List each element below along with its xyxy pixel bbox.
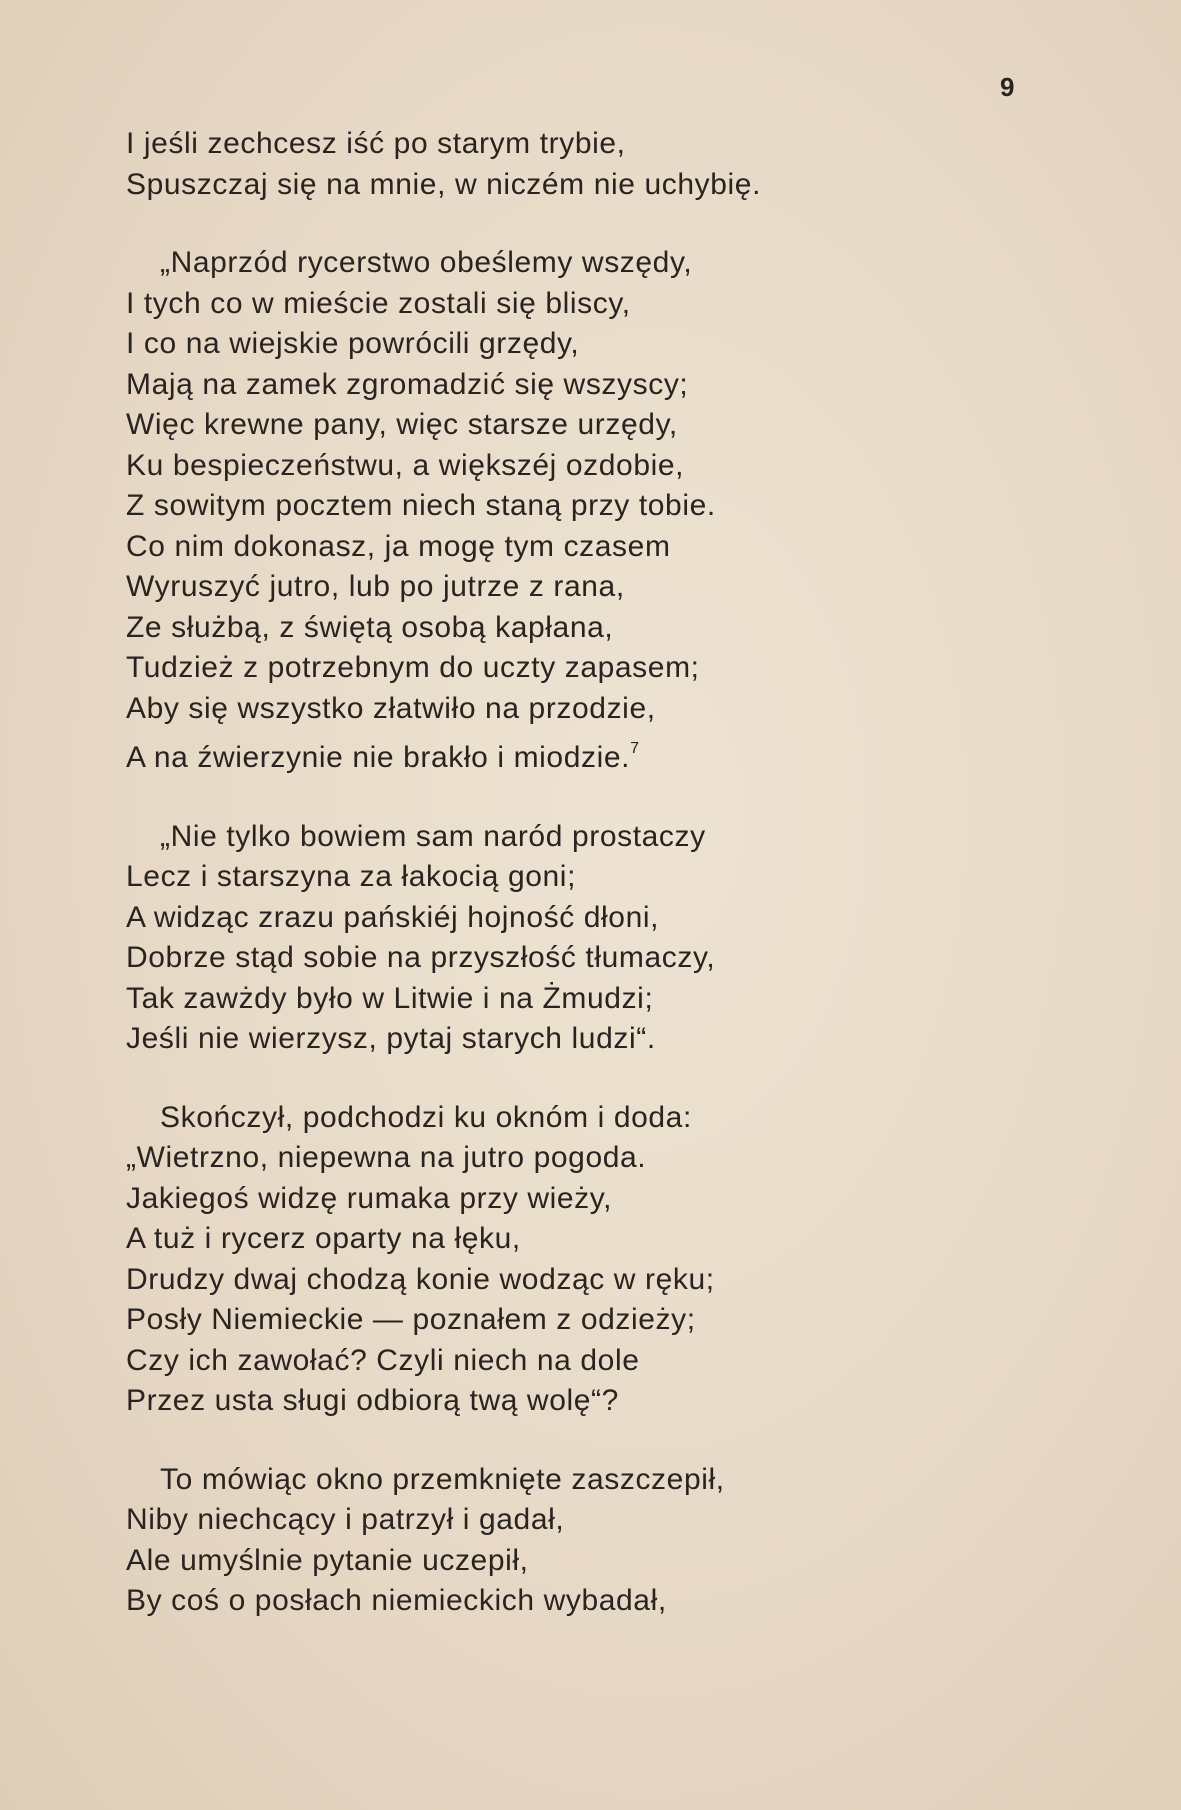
verse-line: Drudzy dwaj chodzą konie wodząc w ręku;	[126, 1262, 715, 1296]
verse-line: I jeśli zechcesz iść po starym trybie,	[126, 127, 626, 160]
stanza-2	[126, 243, 1026, 779]
verse-line: Lecz i starszyna za łakocią goni;	[126, 860, 577, 893]
verse-line: A tuż i rycerz oparty na łęku,	[126, 1222, 521, 1255]
page-number: 9	[1000, 72, 1015, 102]
stanza-4	[126, 1098, 1026, 1422]
verse-line: „Naprzód rycerstwo obeślemy wszędy,	[160, 246, 693, 279]
verse-line: „Wietrzno, niepewna na jutro pogoda.	[126, 1141, 647, 1174]
stanza-1	[126, 124, 1026, 205]
verse-line: Jeśli nie wierzysz, pytaj starych ludzi“.	[126, 1022, 656, 1055]
verse-line: „Nie tylko bowiem sam naród prostaczy	[160, 819, 706, 853]
verse-line: Wyruszyć jutro, lub po jutrze z rana,	[126, 570, 625, 603]
verse-line: A widząc zrazu pańskiéj hojność dłoni,	[126, 900, 660, 934]
verse-line: Skończył, podchodzi ku oknóm i doda:	[160, 1100, 692, 1134]
verse-line: Aby się wszystko złatwiło na przodzie,	[126, 691, 656, 725]
poem-text	[126, 124, 1026, 1660]
verse-line: Jakiegoś widzę rumaka przy wieży,	[126, 1181, 613, 1215]
footnote-marker: 7	[630, 740, 640, 757]
verse-line: Tudzież z potrzebnym do uczty zapasem;	[126, 651, 700, 684]
verse-line: I co na wiejskie powrócili grzędy,	[126, 327, 580, 360]
stanza-3	[126, 817, 1026, 1060]
verse-line: Ku bespieczeństwu, a większéj ozdobie,	[126, 448, 685, 482]
verse-line: Ze służbą, z świętą osobą kapłana,	[126, 610, 614, 644]
verse-line: Niby niechcący i patrzył i gadał,	[126, 1503, 565, 1536]
verse-line: I tych co w mieście zostali się bliscy,	[126, 286, 631, 320]
verse-line: Ale umyślnie pytanie uczepił,	[126, 1543, 529, 1577]
verse-line: Posły Niemieckie — poznałem z odzieży;	[126, 1303, 696, 1336]
verse-line: Z sowitym pocztem niech staną przy tobie.	[126, 489, 716, 522]
verse-text: A na źwierzynie nie brakło i miodzie.	[126, 741, 631, 774]
verse-line: Czy ich zawołać? Czyli niech na dole	[126, 1343, 640, 1377]
verse-line: Spuszczaj się na mnie, w niczém nie uchybię.	[126, 167, 762, 201]
stanza-5	[126, 1460, 1026, 1622]
verse-line: Więc krewne pany, więc starsze urzędy,	[126, 408, 678, 441]
verse-line: Przez usta sługi odbiorą twą wolę“?	[126, 1384, 619, 1417]
verse-line: Co nim dokonasz, ja mogę tym czasem	[126, 529, 671, 563]
verse-line-with-footnote	[126, 729, 1026, 779]
verse-line: By coś o posłach niemieckich wybadał,	[126, 1584, 667, 1617]
verse-line: Tak zawżdy było w Litwie i na Żmudzi;	[126, 981, 654, 1015]
verse-line: Dobrze stąd sobie na przyszłość tłumaczy,	[126, 941, 716, 974]
verse-line: To mówiąc okno przemknięte zaszczepił,	[160, 1462, 725, 1496]
verse-line: Mają na zamek zgromadzić się wszyscy;	[126, 367, 689, 401]
